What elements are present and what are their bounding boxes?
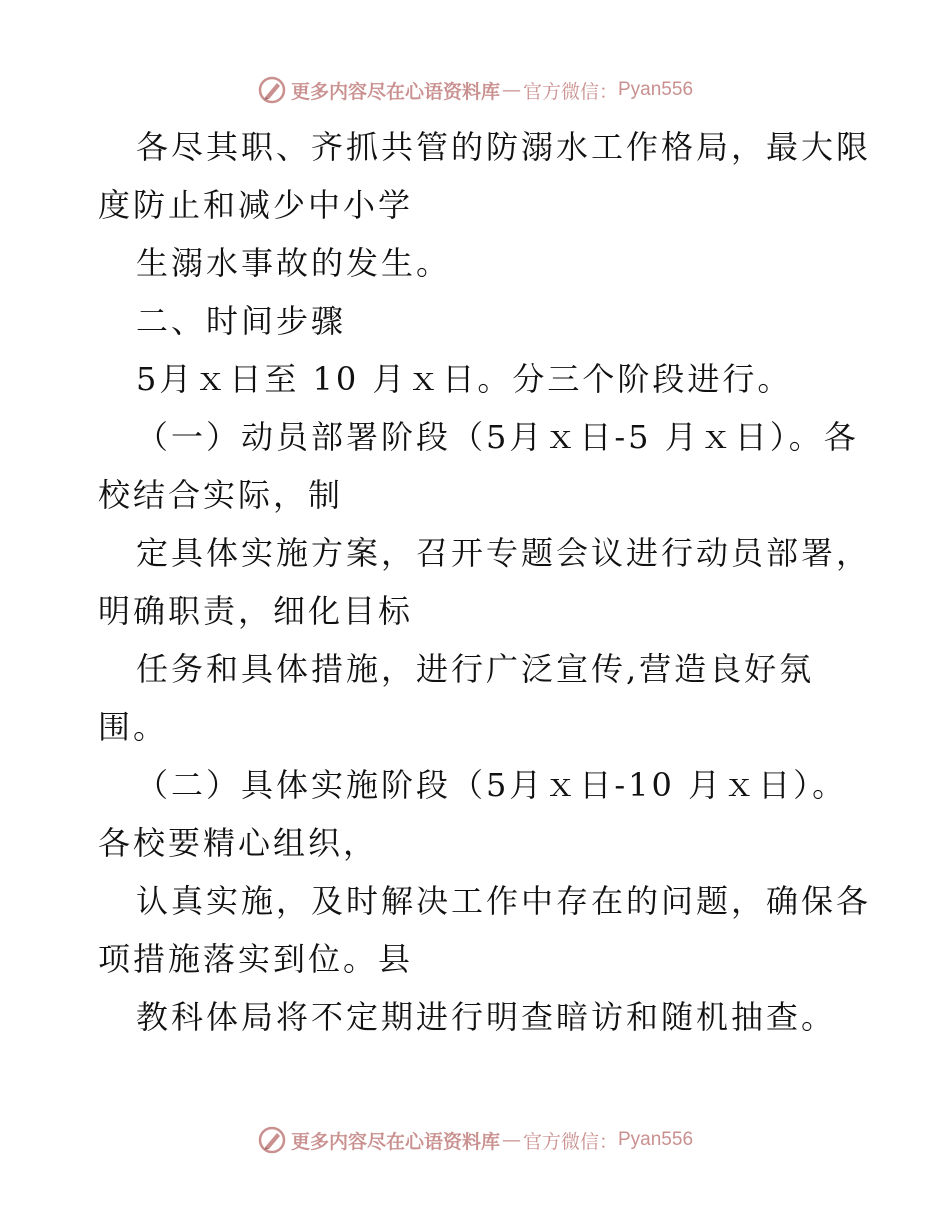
paragraph-line: （一）动员部署阶段（5月ｘ日-5 月ｘ日）。各 xyxy=(136,418,859,456)
watermark-header xyxy=(0,70,950,110)
pen-logo-icon xyxy=(257,75,287,105)
paragraph-line: 各尽其职、齐抓共管的防溺水工作格局，最大限 xyxy=(136,128,872,166)
watermark-account: Pyan556 xyxy=(618,79,694,100)
paragraph-line: 围。 xyxy=(98,708,169,746)
document-body xyxy=(98,118,872,1046)
paragraph-line: （二）具体实施阶段（5月ｘ日-10 月ｘ日）。 xyxy=(136,766,848,804)
watermark-label: 官方微信： xyxy=(522,80,618,103)
watermark-slogan: 更多内容尽在心语资料库 xyxy=(290,80,500,103)
watermark-slogan: 更多内容尽在心语资料库 xyxy=(290,1130,500,1153)
paragraph-line: 校结合实际，制 xyxy=(98,476,344,514)
paragraph-line: 认真实施，及时解决工作中存在的问题，确保各 xyxy=(136,882,872,920)
watermark-label: 官方微信： xyxy=(522,1130,618,1153)
paragraph-line: 定具体实施方案，召开专题会议进行动员部署， xyxy=(136,534,872,572)
pen-logo-icon xyxy=(257,1125,287,1155)
paragraph-line: 生溺水事故的发生。 xyxy=(136,244,452,282)
watermark-separator: — xyxy=(501,1129,521,1151)
paragraph-line: 度防止和减少中小学 xyxy=(98,186,414,224)
watermark-account: Pyan556 xyxy=(618,1129,694,1150)
paragraph-line: 任务和具体措施，进行广泛宣传,营造良好氛 xyxy=(136,650,815,688)
watermark-separator: — xyxy=(501,79,521,101)
watermark-footer xyxy=(0,1120,950,1160)
paragraph-line: 教科体局将不定期进行明查暗访和随机抽查。 xyxy=(136,998,837,1036)
paragraph-line: 项措施落实到位。县 xyxy=(98,940,414,978)
paragraph-line: 明确职责，细化目标 xyxy=(98,592,414,630)
paragraph-line: 各校要精心组织， xyxy=(98,824,379,862)
paragraph-line: 5月ｘ日至 10 月ｘ日。分三个阶段进行。 xyxy=(136,360,793,398)
section-heading: 二、时间步骤 xyxy=(136,302,347,340)
